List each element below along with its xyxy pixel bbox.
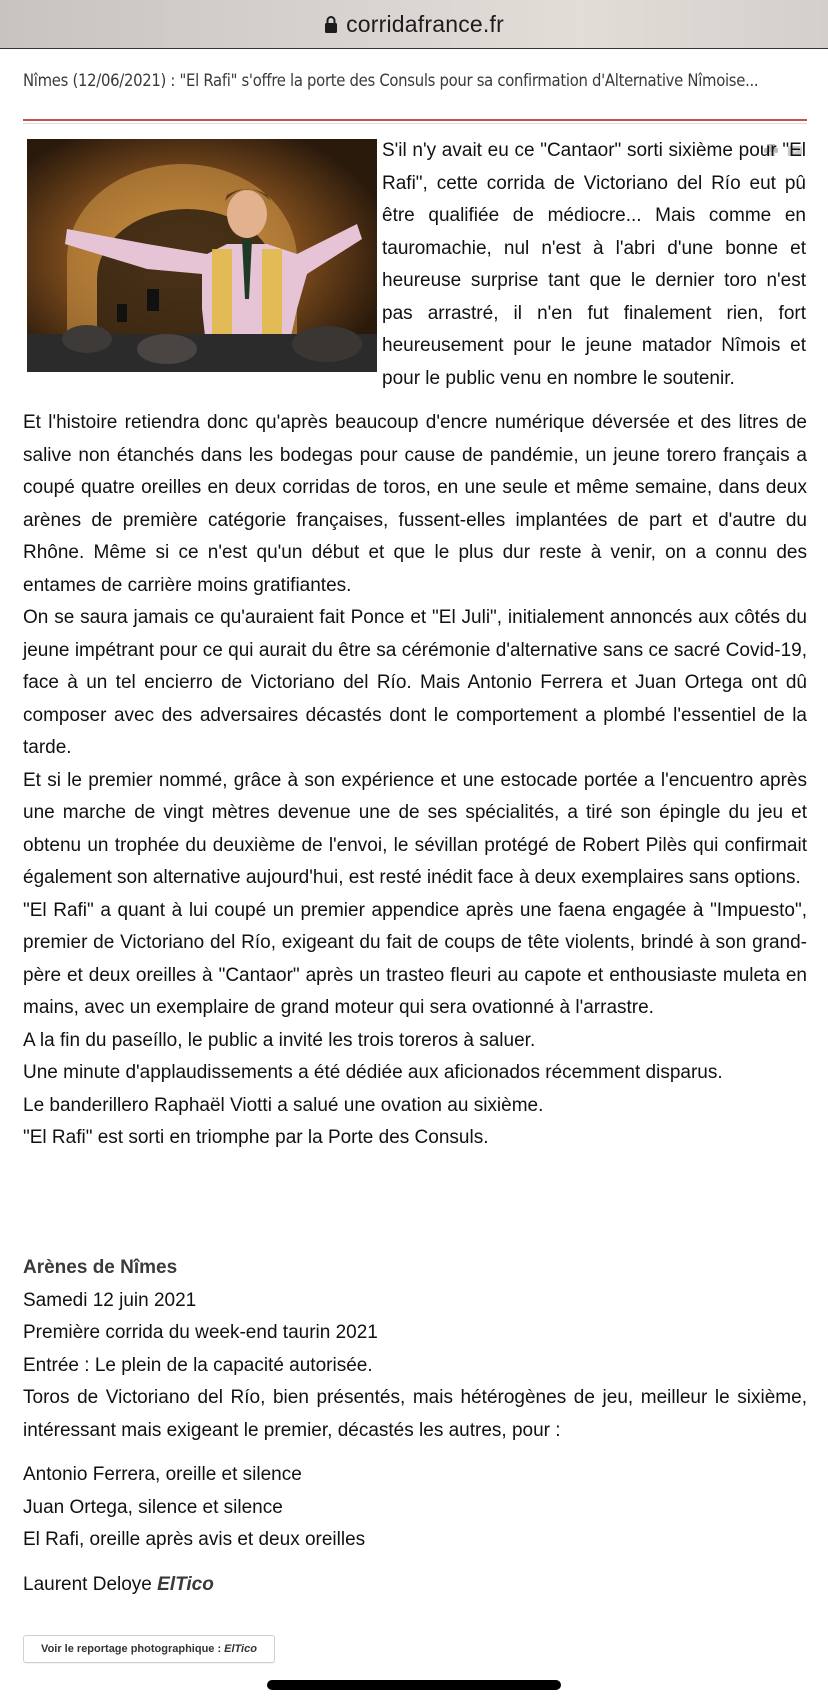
title-divider-secondary bbox=[23, 123, 807, 124]
article-paragraph: On se saura jamais ce qu'auraient fait Ponce et "El Juli", initialement annoncés aux côtés du jeune impétrant pour ce qui aurait du être sa cérémonie d'alternative sans ce sacré Covid-19, face à un tel encierro de Victoriano del Río. Mais Antonio Ferrera et Juan Ortega ont dû composer avec des adversaires décastés dont le comportement a plombé l'essentiel de la tarde. bbox=[23, 607, 807, 758]
photo-report-nickname: ElTico bbox=[224, 1643, 257, 1655]
article-body bbox=[23, 407, 807, 1155]
article-paragraph: "El Rafi" est sorti en triomphe par la Porte des Consuls. bbox=[23, 1127, 489, 1148]
result-item: Antonio Ferrera, oreille et silence bbox=[23, 1464, 302, 1485]
result-item: El Rafi, oreille après avis et deux oreilles bbox=[23, 1529, 366, 1550]
title-divider bbox=[23, 119, 807, 121]
author-name: Laurent Deloye bbox=[23, 1574, 152, 1595]
home-indicator[interactable] bbox=[267, 1680, 561, 1690]
article-paragraph: Et l'histoire retiendra donc qu'après beaucoup d'encre numérique déversée et des litres de salive non étanchés dans les bodegas pour cause de pandémie, un jeune torero français a coupé quatre oreilles en deux corridas de toros, en une seule et même semaine, dans deux arènes de première catégorie françaises, fussent-elles implantées de part et d'autre du Rhône. Même si ce n'est qu'un début et que le plus dur reste à venir, on a connu des entames de carrière moins gratifiantes. bbox=[23, 412, 807, 596]
photo-report-button[interactable] bbox=[23, 1635, 275, 1663]
article-paragraph: Le banderillero Raphaël Viotti a salué une ovation au sixième. bbox=[23, 1094, 544, 1116]
article-intro: S'il n'y avait eu ce "Cantaor" sorti sixième pour "El Rafi", cette corrida de Victoriano del Río eut pû être qualifiée de médiocre... Mais comme en tauromachie, nul n'est à l'abri d'une bonne et heureuse surprise tant que le dernier toro n'est pas arrastré, il n'en fut finalement rien, fort heureusement pour le jeune matador Nîmois et pour le public venu en nombre le soutenir. bbox=[382, 140, 806, 389]
article-photo[interactable] bbox=[27, 139, 377, 372]
article-paragraph: "El Rafi" a quant à lui coupé un premier appendice après une faena engagée à "Impuesto", premier de Victoriano del Río, exigeant du fait de coups de tête violents, brindé à son grand-père et deux oreilles à "Cantaor" après un trasteo fleuri au capote et enthousiaste muleta en mains, avec un exemplaire de grand moteur qui sera ovationné à l'arrastre. bbox=[23, 899, 807, 1018]
author-nickname: ElTico bbox=[157, 1574, 214, 1595]
event-attendance: Entrée : Le plein de la capacité autorisée. bbox=[23, 1354, 373, 1376]
event-name: Première corrida du week-end taurin 2021 bbox=[23, 1322, 378, 1343]
result-item: Juan Ortega, silence et silence bbox=[23, 1496, 283, 1518]
article-paragraph: A la fin du paseíllo, le public a invité les trois toreros à saluer. bbox=[23, 1029, 536, 1051]
author-signature bbox=[23, 1569, 214, 1602]
results-list bbox=[23, 1459, 365, 1557]
event-venue: Arènes de Nîmes bbox=[23, 1257, 178, 1278]
event-bulls: Toros de Victoriano del Río, bien présentés, mais hétérogènes de jeu, meilleur le sixième, intéressant mais exigeant le premier, décastés les autres, pour : bbox=[23, 1387, 807, 1441]
url-domain: corridafrance.fr bbox=[346, 10, 504, 37]
photo-report-label: Voir le reportage photographique : bbox=[41, 1643, 222, 1655]
lock-icon bbox=[324, 15, 338, 33]
event-date: Samedi 12 juin 2021 bbox=[23, 1289, 197, 1311]
event-info bbox=[23, 1252, 807, 1447]
article-paragraph: Et si le premier nommé, grâce à son expérience et une estocade portée a l'encuentro après une marche de vingt mètres devenue une de ses spécialités, a tiré son épingle du jeu et obtenu un trophée du deuxième de l'envoi, le sévillan protégé de Robert Pilès qui confirmait également son alternative aujourd'hui, est resté inédit face à deux exemplaires sans options. bbox=[23, 769, 807, 888]
article-title: Nîmes (12/06/2021) : "El Rafi" s'offre la porte des Consuls pour sa confirmation d'Alternative Nîmoise... bbox=[23, 71, 759, 90]
browser-url-bar[interactable] bbox=[0, 0, 828, 49]
article-paragraph: Une minute d'applaudissements a été dédiée aux aficionados récemment disparus. bbox=[23, 1062, 723, 1083]
